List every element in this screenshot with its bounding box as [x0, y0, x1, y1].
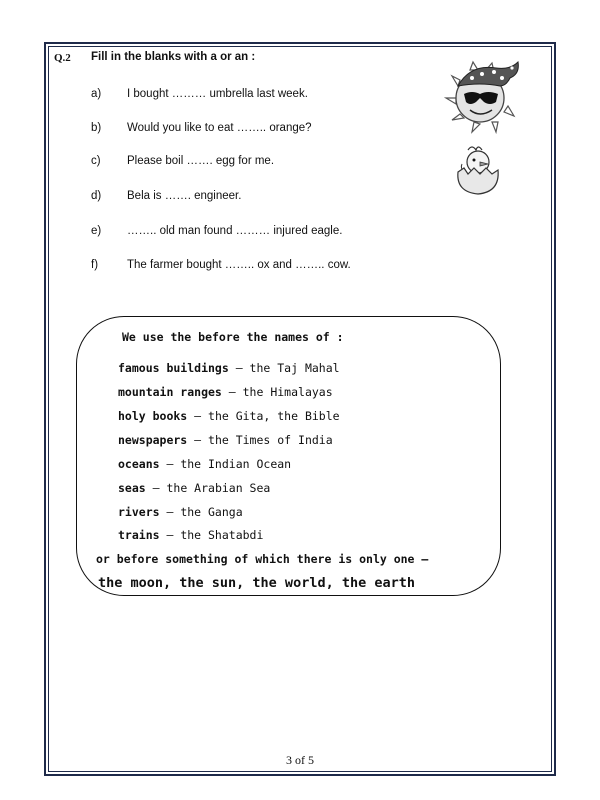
rule-term: famous buildings	[118, 361, 229, 375]
sun-with-sunglasses-icon	[440, 56, 524, 136]
item-text: I bought ……… umbrella last week.	[127, 88, 308, 100]
unique-things-examples: the moon, the sun, the world, the earth	[98, 575, 415, 591]
rule-term: mountain ranges	[118, 385, 222, 399]
rule-term: holy books	[118, 409, 188, 423]
item-letter: a)	[91, 88, 102, 100]
rule-example: – the Shatabdi	[159, 528, 264, 542]
rule-line	[118, 481, 270, 495]
rule-line	[118, 409, 340, 423]
rule-example: – the Himalayas	[221, 385, 333, 399]
rule-term: newspapers	[118, 433, 188, 447]
rules-heading: We use the before the names of :	[122, 330, 344, 344]
rule-example: – the Times of India	[187, 433, 333, 447]
item-letter: f)	[91, 259, 99, 271]
rule-term: rivers	[118, 505, 160, 519]
rule-term: seas	[118, 481, 146, 495]
rule-line	[118, 385, 333, 399]
rule-example: – the Ganga	[159, 505, 243, 519]
item-letter: b)	[91, 122, 102, 134]
item-letter: c)	[91, 155, 101, 167]
item-text: Bela is ……. engineer.	[127, 190, 242, 202]
item-letter: d)	[91, 190, 102, 202]
rule-example: – the Indian Ocean	[159, 457, 292, 471]
rule-line	[118, 505, 243, 519]
rule-line	[118, 361, 340, 375]
item-letter: e)	[91, 225, 102, 237]
question-title: Fill in the blanks with a or an :	[91, 51, 256, 63]
question-number: Q.2	[54, 52, 71, 64]
rule-line	[118, 457, 291, 471]
item-text: Please boil ……. egg for me.	[127, 155, 275, 167]
rule-example: – the Gita, the Bible	[187, 409, 340, 423]
rule-example: – the Arabian Sea	[145, 481, 271, 495]
chick-in-egg-icon	[452, 142, 504, 198]
rule-term: oceans	[118, 457, 160, 471]
rule-line	[118, 433, 333, 447]
only-one-note: or before something of which there is only one –	[96, 552, 429, 566]
item-text: The farmer bought …….. ox and …….. cow.	[127, 259, 351, 271]
rule-line	[118, 528, 263, 542]
rule-term: trains	[118, 528, 160, 542]
page-number: 3 of 5	[286, 753, 314, 767]
item-text: …….. old man found ……… injured eagle.	[127, 225, 343, 237]
item-text: Would you like to eat …….. orange?	[127, 122, 312, 134]
rule-example: – the Taj Mahal	[228, 361, 340, 375]
